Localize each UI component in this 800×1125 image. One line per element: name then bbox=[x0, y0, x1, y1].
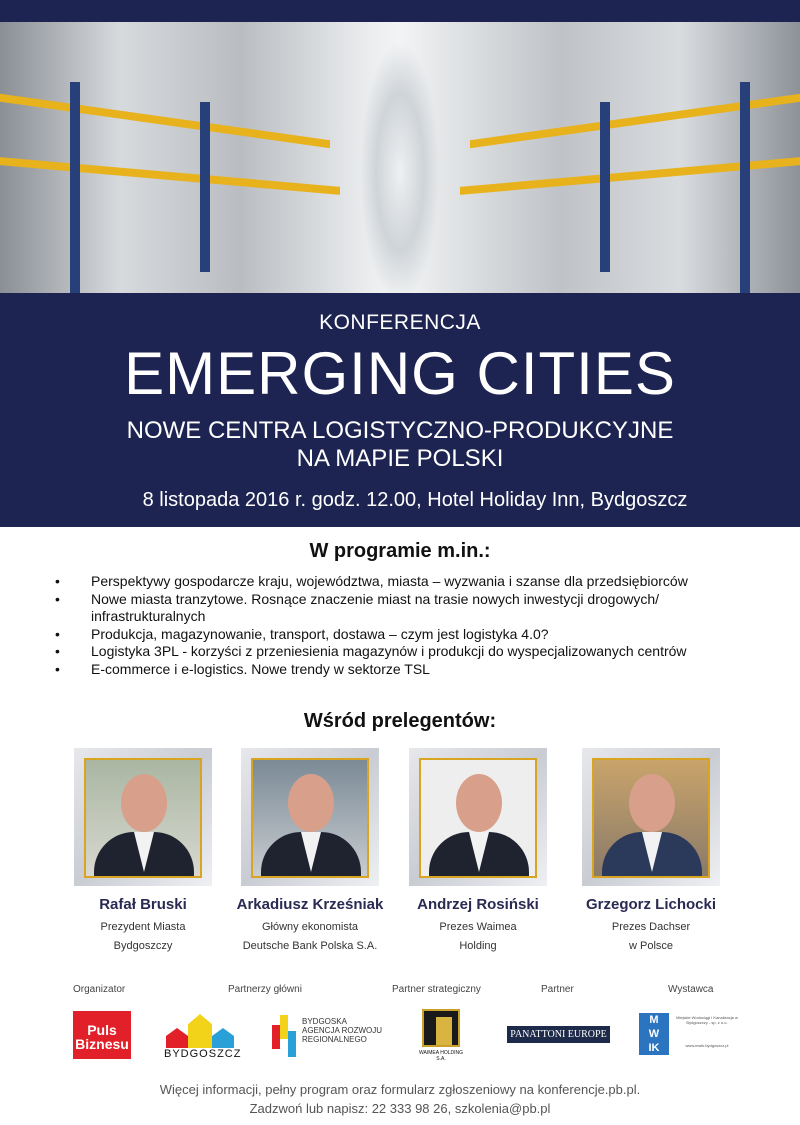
program-list bbox=[55, 573, 755, 678]
footer-contact: Zadzwoń lub napisz: 22 333 98 26, szkolenia@pb.pl bbox=[249, 1101, 551, 1116]
mwik-logo-text: Miejskie Wodociągi i Kanalizacja w Bydgoszczy - sp. z o.o. bbox=[676, 1015, 738, 1025]
subtitle-line: NOWE CENTRA LOGISTYCZNO-PRODUKCYJNE bbox=[126, 417, 674, 444]
program-heading: W programie m.in.: bbox=[309, 540, 491, 562]
speaker-photo bbox=[74, 748, 212, 886]
role-line: Deutsche Bank Polska S.A. bbox=[242, 940, 378, 952]
speaker-name: Grzegorz Lichocki bbox=[585, 896, 717, 913]
conference-subtitle bbox=[0, 417, 800, 473]
mwik-logo: M W IK Miejskie Wodociągi i Kanalizacja w Bydgoszczy - sp. z o.o. www.mwik.bydgoszcz.pl bbox=[639, 1013, 739, 1057]
barr-logo bbox=[272, 1015, 382, 1059]
role-line: w Polsce bbox=[628, 940, 674, 952]
speaker-photo bbox=[582, 748, 720, 886]
speaker-name: Rafał Bruski bbox=[99, 896, 187, 913]
speaker-role bbox=[378, 918, 578, 956]
role-line: Bydgoszczy bbox=[113, 940, 173, 952]
footer-info: Więcej informacji, pełny program oraz formularz zgłoszeniowy na konferencje.pb.pl. bbox=[159, 1082, 641, 1097]
bydgoszcz-logo-text: BYDGOSZCZ bbox=[164, 1048, 242, 1060]
label-partner: Partner bbox=[541, 984, 574, 995]
list-item: • E-commerce i e-logistics. Nowe trendy w sektorze TSL bbox=[55, 661, 755, 679]
subtitle-line: NA MAPIE POLSKI bbox=[296, 445, 504, 472]
speaker-photo bbox=[241, 748, 379, 886]
role-line: Holding bbox=[459, 940, 497, 952]
label-organizer: Organizator bbox=[73, 984, 126, 995]
list-item: • Produkcja, magazynowanie, transport, dostawa – czym jest logistyka 4.0? bbox=[55, 626, 755, 644]
puls-biznesu-logo: Puls Biznesu bbox=[73, 1011, 131, 1059]
label-strategic-partner: Partner strategiczny bbox=[392, 984, 481, 995]
list-item: • Perspektywy gospodarcze kraju, województwa, miasta – wyzwania i szanse dla przedsiębiorców bbox=[55, 573, 755, 591]
role-line: Prezes Dachser bbox=[611, 921, 691, 933]
label-exhibitor: Wystawca bbox=[668, 984, 714, 995]
speakers-heading: Wśród prelegentów: bbox=[303, 710, 497, 732]
speaker-photo bbox=[409, 748, 547, 886]
warehouse-photo bbox=[0, 22, 800, 293]
conference-title: EMERGING CITIES bbox=[124, 340, 676, 407]
date-location: 8 listopada 2016 r. godz. 12.00, Hotel Holiday Inn, Bydgoszcz bbox=[142, 489, 688, 511]
barr-logo-text: BYDGOSKA AGENCJA ROZWOJU REGIONALNEGO bbox=[302, 1017, 383, 1044]
waimea-logo bbox=[414, 1009, 468, 1061]
waimea-logo-text: WAIMEA HOLDING S.A. bbox=[419, 1050, 463, 1062]
speaker-name: Andrzej Rosiński bbox=[417, 896, 539, 913]
speaker-name: Arkadiusz Krześniak bbox=[236, 896, 384, 913]
top-bar bbox=[0, 0, 800, 22]
role-line: Prezes Waimea bbox=[439, 921, 517, 933]
bydgoszcz-logo bbox=[162, 1014, 242, 1062]
panattoni-logo: PANATTONI EUROPE bbox=[507, 1026, 610, 1043]
speaker-role bbox=[551, 918, 751, 956]
list-item: • Nowe miasta tranzytowe. Rosnące znaczenie miast na trasie nowych inwestycji drogowych/ infrastrukturalnych bbox=[55, 591, 755, 626]
conference-kicker: KONFERENCJA bbox=[319, 311, 481, 334]
list-item: • Logistyka 3PL - korzyści z przeniesienia magazynów i produkcji do wyspecjalizowanych centrów bbox=[55, 643, 755, 661]
mwik-logo-url: www.mwik.bydgoszcz.pl bbox=[685, 1043, 729, 1048]
label-main-partners: Partnerzy główni bbox=[228, 984, 302, 995]
header-banner bbox=[0, 293, 800, 527]
role-line: Prezydent Miasta bbox=[100, 921, 186, 933]
footer bbox=[0, 1080, 800, 1118]
role-line: Główny ekonomista bbox=[262, 921, 358, 933]
